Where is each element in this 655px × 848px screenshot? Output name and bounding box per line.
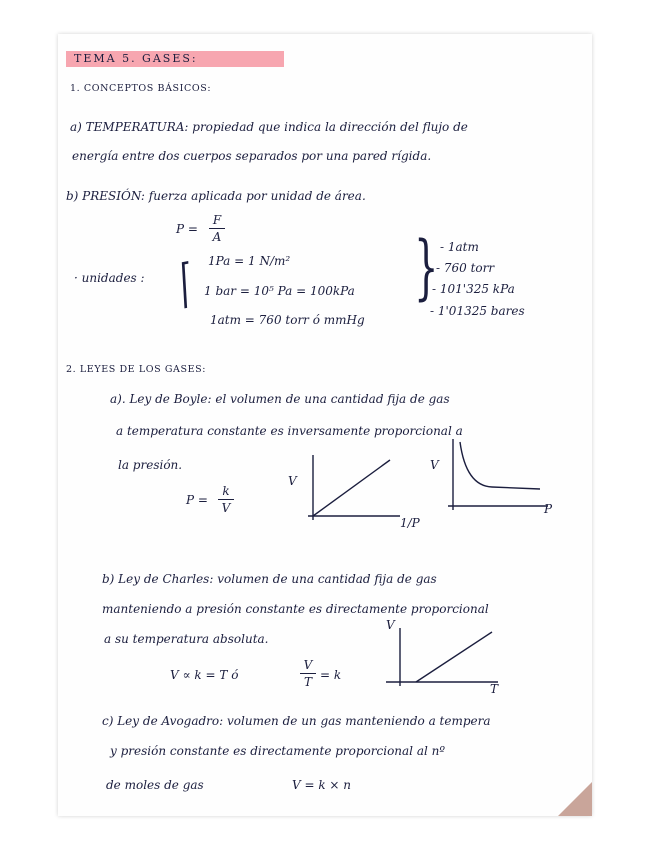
atm-equiv-1: - 1atm — [440, 240, 479, 254]
temperature-line-2: energía entre dos cuerpos separados por una pared rígida. — [72, 149, 432, 163]
notebook-page — [58, 34, 592, 816]
pressure-denominator: A — [212, 230, 222, 244]
avogadro-formula: V = k × n — [292, 778, 352, 792]
unit-atm: 1atm = 760 torr ó mmHg — [210, 313, 365, 327]
fraction-bar — [300, 673, 316, 674]
charles-denominator: T — [303, 675, 312, 689]
charles-formula-1: V ∝ k = T ó — [170, 668, 239, 682]
pressure-formula-lhs: P = — [176, 222, 198, 236]
atm-equiv-4: - 1'01325 bares — [430, 304, 525, 318]
boyle-line-1: a). Ley de Boyle: el volumen de una cantidad fija de gas — [110, 392, 450, 406]
temperature-line-1: a) TEMPERATURA: propiedad que indica la dirección del flujo de — [70, 120, 468, 134]
hyperbola-curve — [460, 442, 540, 489]
fraction-bar — [209, 228, 225, 229]
boyle-numerator: k — [222, 484, 230, 498]
charles-line-2: manteniendo a presión constante es directamente proporcional — [102, 602, 489, 616]
charles-line-1: b) Ley de Charles: volumen de una cantidad fija de gas — [102, 572, 437, 586]
section-2-heading: 2. LEYES DE LOS GASES: — [66, 364, 207, 375]
boyle-graph1-x-label: 1/P — [400, 516, 420, 530]
left-bracket: ⌈ — [178, 253, 194, 315]
linear-plot-line — [313, 460, 390, 516]
pressure-definition: b) PRESIÓN: fuerza aplicada por unidad de área. — [66, 189, 366, 203]
section-1-heading: 1. CONCEPTOS BÁSICOS: — [70, 83, 212, 94]
charles-graph-x-label: T — [490, 682, 499, 696]
boyle-formula-lhs: P = — [186, 493, 208, 507]
charles-line-3: a su temperatura absoluta. — [104, 632, 269, 646]
avogadro-line-2: y presión constante es directamente proporcional al nº — [110, 744, 446, 758]
pressure-numerator: F — [212, 213, 222, 227]
unit-pa: 1Pa = 1 N/m² — [208, 254, 291, 268]
boyle-line-2: a temperatura constante es inversamente proporcional a — [116, 424, 463, 438]
atm-equiv-3: - 101'325 kPa — [432, 282, 515, 296]
page-title: TEMA 5. GASES: — [74, 52, 198, 65]
linear-plot-line — [416, 632, 492, 682]
boyle-fraction — [218, 484, 234, 515]
units-label: · unidades : — [74, 271, 145, 285]
charles-graph — [386, 624, 506, 694]
avogadro-line-3: de moles de gas — [106, 778, 204, 792]
boyle-line-3: la presión. — [118, 458, 183, 472]
fraction-bar — [218, 499, 234, 500]
pressure-fraction — [209, 213, 225, 244]
right-brace: } — [414, 226, 439, 308]
boyle-linear-graph — [308, 450, 408, 530]
boyle-graph1-y-label: V — [288, 474, 297, 488]
boyle-graph2-x-label: P — [544, 502, 553, 516]
charles-numerator: V — [303, 658, 313, 672]
charles-fraction — [300, 658, 316, 689]
boyle-graph2-y-label: V — [430, 458, 439, 472]
folded-corner — [556, 780, 592, 816]
boyle-hyperbola-graph — [448, 434, 558, 514]
charles-graph-y-label: V — [386, 618, 395, 632]
avogadro-line-1: c) Ley de Avogadro: volumen de un gas manteniendo a tempera — [102, 714, 491, 728]
atm-equiv-2: - 760 torr — [436, 261, 495, 275]
unit-bar: 1 bar = 10⁵ Pa = 100kPa — [204, 284, 355, 298]
charles-formula-rhs: = k — [320, 668, 342, 682]
boyle-denominator: V — [221, 501, 231, 515]
